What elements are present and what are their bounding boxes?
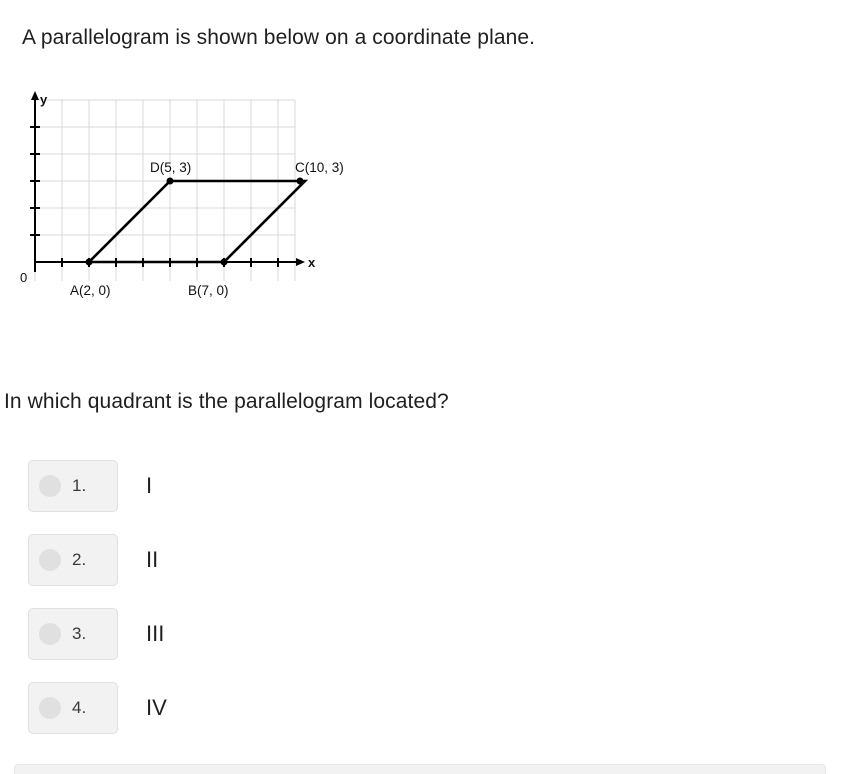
choice-number-4: 4.	[72, 698, 87, 717]
choice-row-2[interactable]	[28, 534, 628, 586]
vertex-label-c: C(10, 3)	[295, 160, 344, 175]
origin-label: 0	[20, 270, 28, 285]
radio-icon[interactable]	[39, 697, 61, 719]
choice-number-3: 3.	[72, 624, 87, 643]
choice-selector-3[interactable]	[28, 608, 118, 660]
choice-row-4[interactable]	[28, 682, 628, 734]
choice-row-1[interactable]	[28, 460, 628, 512]
radio-icon[interactable]	[39, 475, 61, 497]
choice-row-3[interactable]	[28, 608, 628, 660]
vertex-label-d: D(5, 3)	[150, 160, 192, 175]
choice-number-2: 2.	[72, 550, 87, 569]
parallelogram-graph	[0, 86, 420, 326]
choice-label-1: I	[146, 473, 153, 498]
radio-icon[interactable]	[39, 549, 61, 571]
grid-lines	[35, 100, 295, 281]
vertex-dots	[86, 178, 304, 266]
choice-label-3: III	[146, 621, 165, 646]
coordinate-plane-figure	[0, 86, 420, 326]
choice-number-1: 1.	[72, 476, 87, 495]
y-axis-label: y	[40, 92, 48, 107]
x-axis-label: x	[308, 255, 316, 270]
vertex-label-b: B(7, 0)	[188, 283, 229, 298]
radio-icon[interactable]	[39, 623, 61, 645]
question-text: In which quadrant is the parallelogram located?	[4, 390, 449, 413]
x-axis-arrow	[296, 258, 305, 266]
prompt-text: A parallelogram is shown below on a coordinate plane.	[22, 26, 536, 49]
choice-selector-4[interactable]	[28, 682, 118, 734]
answer-choices	[28, 460, 628, 756]
bottom-panel	[14, 764, 826, 774]
choice-selector-2[interactable]	[28, 534, 118, 586]
y-axis-arrow	[31, 91, 39, 100]
choice-label-2: II	[146, 547, 159, 572]
choice-selector-1[interactable]	[28, 460, 118, 512]
choice-label-4: IV	[146, 695, 167, 720]
vertex-label-a: A(2, 0)	[70, 283, 111, 298]
